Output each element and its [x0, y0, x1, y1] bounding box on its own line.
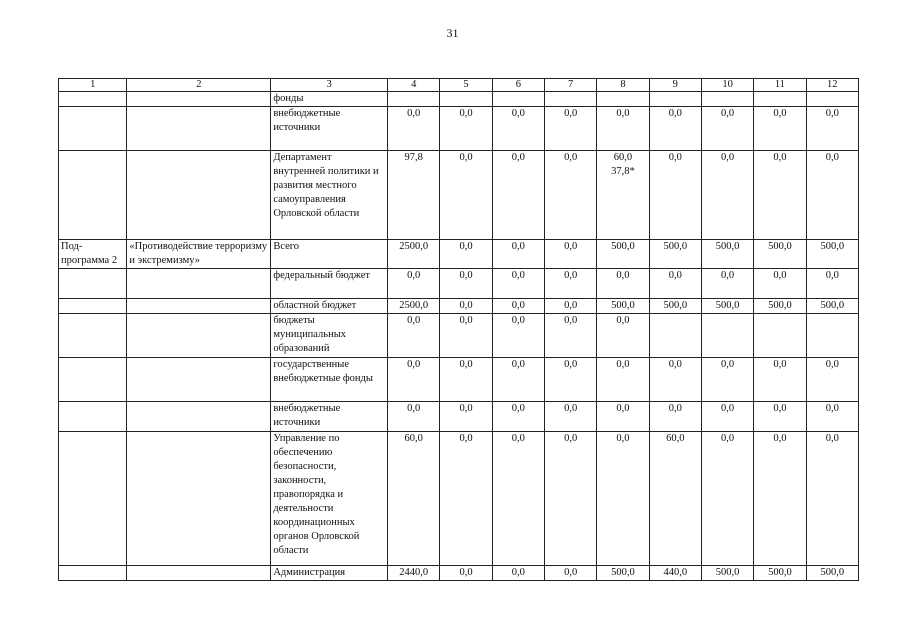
value-cell: 0,0: [544, 314, 596, 358]
value-cell: [701, 314, 753, 358]
value-cell: 0,0: [597, 314, 649, 358]
value-cell: [754, 314, 806, 358]
header-cell: 8: [597, 79, 649, 92]
budget-table: [58, 78, 859, 581]
source-cell: Управление по обеспечению безопасности, законности, правопорядка и деятельности координационных органов Орловской области: [271, 432, 388, 566]
value-cell: 0,0: [388, 107, 440, 151]
value-cell: 0,0: [492, 299, 544, 314]
value-cell: 0,0: [492, 269, 544, 299]
header-cell: 10: [701, 79, 753, 92]
program-cell: [59, 314, 127, 358]
value-cell: [544, 92, 596, 107]
value-cell: 0,0: [754, 107, 806, 151]
value-cell: 500,0: [806, 566, 858, 581]
value-cell: 0,0: [544, 358, 596, 402]
value-cell: [597, 92, 649, 107]
value-cell: 500,0: [701, 240, 753, 269]
name-cell: [127, 107, 271, 151]
value-cell: 0,0: [754, 358, 806, 402]
name-cell: [127, 314, 271, 358]
value-cell: 60,0: [388, 432, 440, 566]
value-cell: 0,0: [440, 358, 492, 402]
value-cell: 500,0: [754, 566, 806, 581]
value-cell: 500,0: [806, 240, 858, 269]
value-cell: [388, 92, 440, 107]
value-cell: 500,0: [701, 566, 753, 581]
source-cell: внебюджетные источники: [271, 402, 388, 432]
value-cell: 0,0: [440, 107, 492, 151]
program-cell: [59, 299, 127, 314]
page-number: 31: [446, 26, 459, 40]
value-cell: 0,0: [806, 432, 858, 566]
value-cell: 0,0: [597, 107, 649, 151]
source-cell: бюджеты муниципальных образований: [271, 314, 388, 358]
name-cell: [127, 358, 271, 402]
value-cell: 0,0: [440, 566, 492, 581]
header-cell: 9: [649, 79, 701, 92]
table-header-row: [59, 79, 859, 92]
value-cell: 0,0: [597, 358, 649, 402]
value-cell: 2440,0: [388, 566, 440, 581]
header-cell: 1: [59, 79, 127, 92]
value-cell: 0,0: [597, 432, 649, 566]
value-cell: 500,0: [597, 566, 649, 581]
table-row: [59, 314, 859, 358]
value-cell: 0,0: [701, 107, 753, 151]
value-cell: 0,0: [492, 107, 544, 151]
value-cell: 440,0: [649, 566, 701, 581]
source-cell: внебюджетные источники: [271, 107, 388, 151]
value-cell: 500,0: [754, 299, 806, 314]
source-cell: областной бюджет: [271, 299, 388, 314]
value-cell: 500,0: [649, 299, 701, 314]
value-cell: 0,0: [388, 402, 440, 432]
program-cell: [59, 92, 127, 107]
value-cell: [701, 92, 753, 107]
value-cell: 0,0: [597, 402, 649, 432]
header-cell: 12: [806, 79, 858, 92]
value-cell: 0,0: [440, 151, 492, 240]
value-cell: 0,0: [806, 151, 858, 240]
source-cell: Всего: [271, 240, 388, 269]
value-cell: 0,0: [806, 358, 858, 402]
value-cell: 500,0: [597, 240, 649, 269]
value-cell: 0,0: [440, 402, 492, 432]
value-cell: 0,0: [440, 240, 492, 269]
value-cell: 0,0: [544, 240, 596, 269]
value-cell: 0,0: [388, 269, 440, 299]
source-cell: Департамент внутренней политики и развития местного самоуправления Орловской области: [271, 151, 388, 240]
value-cell: 0,0: [754, 402, 806, 432]
value-cell: 0,0: [806, 107, 858, 151]
value-cell: [649, 314, 701, 358]
source-cell: фонды: [271, 92, 388, 107]
value-cell: 0,0: [544, 299, 596, 314]
value-cell: [754, 92, 806, 107]
value-cell: [649, 92, 701, 107]
value-cell: 0,0: [388, 358, 440, 402]
value-cell: 0,0: [440, 269, 492, 299]
value-cell: 0,0: [649, 358, 701, 402]
name-cell: [127, 402, 271, 432]
value-cell: [806, 314, 858, 358]
value-cell: 0,0: [597, 269, 649, 299]
name-cell: [127, 92, 271, 107]
value-cell: 0,0: [492, 151, 544, 240]
value-cell: 0,0: [806, 269, 858, 299]
value-cell: 500,0: [649, 240, 701, 269]
value-cell: [492, 92, 544, 107]
value-cell: 0,0: [492, 240, 544, 269]
value-cell: 0,0: [701, 402, 753, 432]
value-cell: 60,0: [649, 432, 701, 566]
table-row: [59, 566, 859, 581]
value-cell: 0,0: [388, 314, 440, 358]
table-row: [59, 432, 859, 566]
value-cell: 0,0: [544, 432, 596, 566]
program-cell: [59, 358, 127, 402]
value-cell: 0,0: [649, 151, 701, 240]
value-cell: 0,0: [544, 269, 596, 299]
program-cell: [59, 432, 127, 566]
value-cell: 0,0: [754, 432, 806, 566]
value-cell: 0,0: [440, 314, 492, 358]
name-cell: «Противодействие терроризму и экстремизму»: [127, 240, 271, 269]
value-cell: 0,0: [544, 566, 596, 581]
table-row: [59, 107, 859, 151]
header-cell: 2: [127, 79, 271, 92]
program-cell: [59, 269, 127, 299]
value-cell: 0,0: [492, 432, 544, 566]
value-cell: 60,0 37,8*: [597, 151, 649, 240]
program-cell: Под-программа 2: [59, 240, 127, 269]
value-cell: 0,0: [701, 358, 753, 402]
value-cell: 0,0: [701, 432, 753, 566]
source-cell: федеральный бюджет: [271, 269, 388, 299]
value-cell: 0,0: [492, 358, 544, 402]
source-cell: Администрация: [271, 566, 388, 581]
value-cell: 500,0: [701, 299, 753, 314]
table-body: [59, 92, 859, 581]
value-cell: 0,0: [701, 269, 753, 299]
name-cell: [127, 432, 271, 566]
name-cell: [127, 151, 271, 240]
program-cell: [59, 566, 127, 581]
value-cell: 0,0: [440, 299, 492, 314]
table-row: [59, 358, 859, 402]
name-cell: [127, 299, 271, 314]
value-cell: 0,0: [544, 151, 596, 240]
table-row: [59, 402, 859, 432]
value-cell: 0,0: [544, 107, 596, 151]
value-cell: 0,0: [492, 402, 544, 432]
value-cell: 0,0: [440, 432, 492, 566]
value-cell: 2500,0: [388, 240, 440, 269]
value-cell: 0,0: [649, 269, 701, 299]
value-cell: [440, 92, 492, 107]
value-cell: 0,0: [754, 269, 806, 299]
value-cell: 0,0: [492, 314, 544, 358]
header-cell: 7: [544, 79, 596, 92]
table-row: [59, 240, 859, 269]
value-cell: 500,0: [754, 240, 806, 269]
header-cell: 3: [271, 79, 388, 92]
value-cell: 97,8: [388, 151, 440, 240]
program-cell: [59, 151, 127, 240]
header-cell: 5: [440, 79, 492, 92]
header-cell: 4: [388, 79, 440, 92]
value-cell: 0,0: [544, 402, 596, 432]
table-row: [59, 151, 859, 240]
value-cell: 0,0: [701, 151, 753, 240]
name-cell: [127, 269, 271, 299]
program-cell: [59, 402, 127, 432]
value-cell: 500,0: [806, 299, 858, 314]
source-cell: государственные внебюджетные фонды: [271, 358, 388, 402]
value-cell: 0,0: [649, 107, 701, 151]
value-cell: 0,0: [649, 402, 701, 432]
value-cell: [806, 92, 858, 107]
header-cell: 11: [754, 79, 806, 92]
table-row: [59, 299, 859, 314]
value-cell: 0,0: [806, 402, 858, 432]
table-row: [59, 92, 859, 107]
header-cell: 6: [492, 79, 544, 92]
value-cell: 0,0: [754, 151, 806, 240]
value-cell: 2500,0: [388, 299, 440, 314]
name-cell: [127, 566, 271, 581]
table-row: [59, 269, 859, 299]
value-cell: 500,0: [597, 299, 649, 314]
program-cell: [59, 107, 127, 151]
value-cell: 0,0: [492, 566, 544, 581]
